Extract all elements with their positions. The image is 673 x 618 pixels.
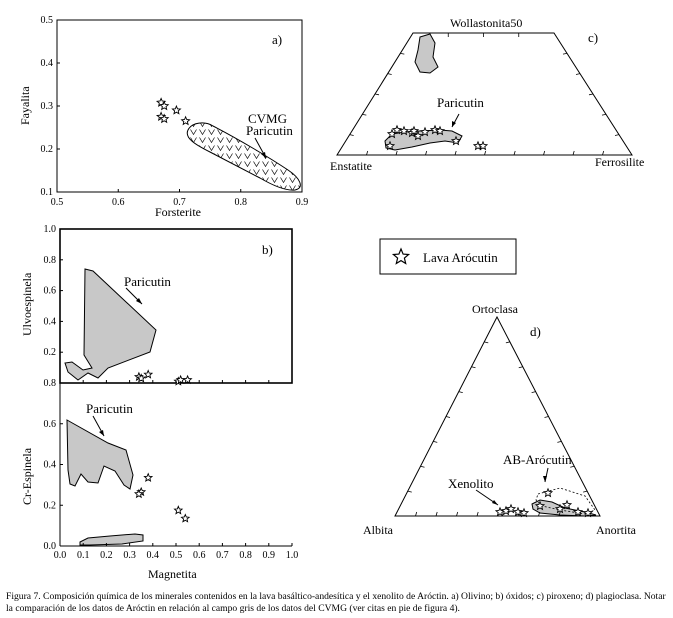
panel-b-ytick-top-label: 0.8 [43,378,56,389]
panel-a-xtick-label: 0.7 [173,197,186,208]
panel-b-field-label-bottom: Paricutin [86,401,133,416]
panel-d-plagioclase [363,302,637,537]
panel-c-pyroxene [330,16,644,173]
panel-d-point [496,508,504,516]
panel-d-vertex-right: Anortita [596,523,636,537]
figure-caption: Figura 7. Composición química de los minerales contenidos en la lava basáltico-andesítica y el xenolito de Aróctin. a) Olivino; b) óxidos; c) piroxeno; d) plagioclasa. Notar la comparación de los datos de Aróctin en relación al campo gris de los datos del CVMG (ver citas en pie de figura 4). [6,591,666,614]
panel-b-xtick-label: 0.7 [216,550,229,561]
panel-d-ternary-frame [395,317,600,516]
panel-b-ylabel-top: Ulvoespinela [20,272,34,336]
panel-c-ternary-frame [337,33,632,155]
panel-a-xtick-label: 0.5 [50,197,64,208]
panel-d-field-label-ab: AB-Arócutin [503,452,572,467]
panel-a-ytick-label: 0.1 [40,187,53,198]
panel-b-ytick-bottom-label: 0.2 [43,500,56,512]
panel-b-xtick-label: 0.6 [192,550,206,561]
panel-b-xtick-label: 1.0 [285,550,299,561]
panel-b-label: b) [262,242,273,257]
panel-b-ytick-top-label: 1.0 [43,224,56,235]
panel-a-xtick-label: 0.9 [295,197,309,208]
panel-a-xlabel: Forsterite [155,205,201,219]
panel-a-point [182,117,190,125]
panel-d-field-label-xenolito: Xenolito [448,476,494,491]
panel-a-ytick-label: 0.5 [40,15,53,26]
panel-a-xtick-label: 0.6 [112,197,125,208]
panel-b-xtick-label: 0.9 [262,550,276,561]
panel-b-ylabel-bottom: Cr-Espinela [20,447,34,505]
panel-b-xtick-label: 0.8 [239,550,252,561]
panel-b-oxides [20,224,298,581]
panel-c-vertex-top: Wollastonita50 [450,16,523,30]
panel-c-vertex-right: Ferrosilite [595,155,645,169]
panel-b-bottom-field [67,420,133,489]
panel-b-ytick-bottom-label: 0.4 [43,459,56,471]
panel-a-olivine [18,15,308,219]
panel-b-xtick-label: 0.5 [169,550,183,561]
panel-b-point-bottom [144,474,152,481]
panel-b-field-label-top: Paricutin [124,274,171,289]
panel-b-ytick-top-label: 0.2 [43,347,56,359]
panel-c-vertex-left: Enstatite [330,159,372,173]
panel-b-xtick-label: 0.4 [146,550,160,561]
panel-a-field-label-paricutin: Paricutin [246,123,293,138]
legend-label: Lava Arócutin [423,250,498,265]
panel-d-point [520,509,528,517]
panel-b-point-bottom [175,506,183,513]
panel-a-point [172,106,180,114]
panel-a-ytick-label: 0.2 [40,144,53,155]
panel-b-xtick-label: 0.3 [123,550,136,561]
panel-a-ytick-label: 0.3 [40,101,53,112]
panel-d-label: d) [530,324,541,339]
panel-b-xtick-label: 0.2 [100,550,113,561]
panel-b-xlabel: Magnetita [148,567,197,581]
panel-b-xtick-label: 0.0 [53,550,67,561]
panel-d-vertex-top: Ortoclasa [472,302,518,316]
panel-d-point [544,489,552,497]
panel-a-field-label-cvmg: CVMG [248,111,288,126]
panel-d-vertex-left: Albita [363,523,393,537]
panel-b-ytick-bottom-label: 0.6 [43,418,56,430]
legend [380,239,516,274]
panel-b-bottom-strip [80,534,143,545]
panel-a-ylabel: Fayalita [18,86,32,125]
panel-b-ytick-top-label: 0.4 [43,316,56,328]
panel-a-label: a) [272,32,283,47]
panel-b-ytick-bottom-label: 0.0 [43,541,56,552]
panel-b-xtick-label: 0.1 [76,550,90,561]
panel-a-xtick-label: 0.8 [234,197,247,208]
panel-b-ytick-top-label: 0.6 [43,285,56,297]
panel-a-ytick-label: 0.4 [40,58,53,69]
panel-b-ytick-top-label: 0.8 [43,254,56,266]
panel-c-upper-field [415,34,438,73]
panel-c-field-label: Paricutin [437,95,484,110]
panel-b-point-top [184,376,192,383]
panel-c-label: c) [588,30,599,45]
panel-b-point-bottom [182,515,190,522]
